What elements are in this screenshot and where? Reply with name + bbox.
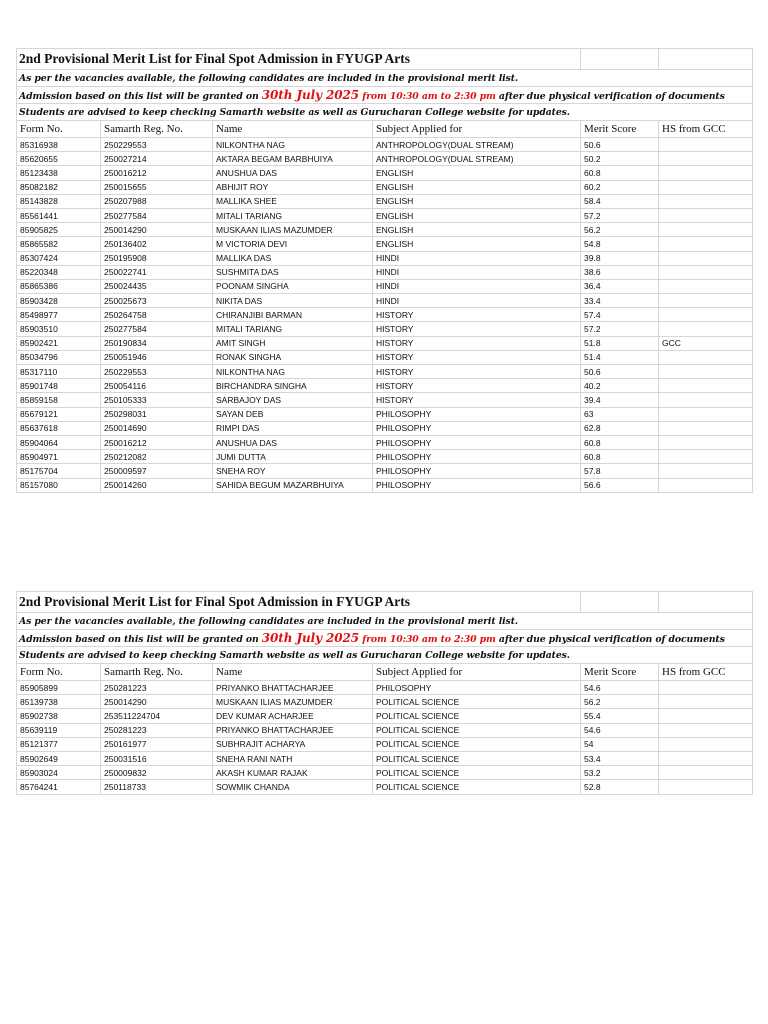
table-cell: NILKONTHA NAG xyxy=(213,138,373,152)
table-cell: 56.2 xyxy=(581,223,659,237)
table-cell: 250105333 xyxy=(101,393,213,407)
table-row xyxy=(17,152,753,166)
table-cell: 57.2 xyxy=(581,208,659,222)
table-row xyxy=(17,435,753,449)
table-cell: 85904971 xyxy=(17,450,101,464)
table-cell: 85903428 xyxy=(17,294,101,308)
column-header: Subject Applied for xyxy=(373,121,581,138)
table-cell: 250014290 xyxy=(101,223,213,237)
column-header: HS from GCC xyxy=(659,121,753,138)
table-cell xyxy=(659,166,753,180)
table-cell: POLITICAL SCIENCE xyxy=(373,780,581,794)
table-cell: PHILOSOPHY xyxy=(373,407,581,421)
table-cell: HISTORY xyxy=(373,365,581,379)
table-cell: 60.2 xyxy=(581,180,659,194)
table-cell: BIRCHANDRA SINGHA xyxy=(213,379,373,393)
table-cell xyxy=(659,435,753,449)
note-vacancies: As per the vacancies available, the following candidates are included in the provisional merit list. xyxy=(17,613,753,630)
table-cell xyxy=(659,279,753,293)
table-cell: 250190834 xyxy=(101,336,213,350)
table-row xyxy=(17,766,753,780)
table-cell: ENGLISH xyxy=(373,208,581,222)
table-cell xyxy=(659,265,753,279)
table-cell: 85498977 xyxy=(17,308,101,322)
table-cell: POLITICAL SCIENCE xyxy=(373,737,581,751)
table-row xyxy=(17,450,753,464)
table-cell: 250281223 xyxy=(101,723,213,737)
table-cell: 85902738 xyxy=(17,709,101,723)
table-cell: ANUSHUA DAS xyxy=(213,166,373,180)
table-cell: 250027214 xyxy=(101,152,213,166)
column-header: Name xyxy=(213,121,373,138)
table-cell: 85316938 xyxy=(17,138,101,152)
table-cell: HISTORY xyxy=(373,308,581,322)
table-cell: SAYAN DEB xyxy=(213,407,373,421)
table-cell: 85679121 xyxy=(17,407,101,421)
note-admission-schedule xyxy=(17,87,753,104)
table-cell: 250229553 xyxy=(101,365,213,379)
table-cell: RONAK SINGHA xyxy=(213,350,373,364)
table-cell: 250207988 xyxy=(101,194,213,208)
table-row xyxy=(17,251,753,265)
table-row xyxy=(17,237,753,251)
table-row xyxy=(17,751,753,765)
note-prefix: Admission based on this list will be granted on xyxy=(19,91,262,102)
table-cell: RIMPI DAS xyxy=(213,421,373,435)
table-cell: 60.8 xyxy=(581,435,659,449)
table-cell: SNEHA ROY xyxy=(213,464,373,478)
table-cell: M VICTORIA DEVI xyxy=(213,237,373,251)
list-title: 2nd Provisional Merit List for Final Spot Admission in FYUGP Arts xyxy=(17,49,581,70)
table-cell: 39.8 xyxy=(581,251,659,265)
table-cell: 85865386 xyxy=(17,279,101,293)
column-header: Samarth Reg. No. xyxy=(101,121,213,138)
table-cell xyxy=(659,723,753,737)
table-cell: 33.4 xyxy=(581,294,659,308)
table-cell: 250014690 xyxy=(101,421,213,435)
table-cell: POLITICAL SCIENCE xyxy=(373,709,581,723)
table-cell: 57.4 xyxy=(581,308,659,322)
table-cell: 63 xyxy=(581,407,659,421)
table-cell: 50.6 xyxy=(581,365,659,379)
table-cell xyxy=(659,478,753,492)
table-cell: 85143828 xyxy=(17,194,101,208)
table-cell: SOWMIK CHANDA xyxy=(213,780,373,794)
column-header: Form No. xyxy=(17,664,101,681)
table-row xyxy=(17,421,753,435)
table-cell: POLITICAL SCIENCE xyxy=(373,766,581,780)
table-cell: 85307424 xyxy=(17,251,101,265)
table-cell xyxy=(659,251,753,265)
admission-time: from 10:30 am to 2:30 pm xyxy=(359,634,496,645)
table-cell: 250022741 xyxy=(101,265,213,279)
table-cell: PRIYANKO BHATTACHARJEE xyxy=(213,681,373,695)
column-header: Name xyxy=(213,664,373,681)
merit-list-section-2 xyxy=(16,591,752,795)
table-row xyxy=(17,709,753,723)
table-cell: 56.6 xyxy=(581,478,659,492)
table-cell xyxy=(659,194,753,208)
note-updates: Students are advised to keep checking Samarth website as well as Gurucharan College website for updates. xyxy=(17,647,753,664)
table-cell: HISTORY xyxy=(373,393,581,407)
table-row xyxy=(17,166,753,180)
table-cell: MITALI TARIANG xyxy=(213,322,373,336)
table-row xyxy=(17,379,753,393)
table-cell: 85157080 xyxy=(17,478,101,492)
note-suffix: after due physical verification of documents xyxy=(495,634,725,645)
table-row xyxy=(17,194,753,208)
table-cell xyxy=(659,294,753,308)
table-cell: ENGLISH xyxy=(373,237,581,251)
table-cell: SARBAJOY DAS xyxy=(213,393,373,407)
table-cell: MUSKAAN ILIAS MAZUMDER xyxy=(213,695,373,709)
table-cell: 250015655 xyxy=(101,180,213,194)
table-cell: ENGLISH xyxy=(373,180,581,194)
table-cell: 85123438 xyxy=(17,166,101,180)
table-cell: HINDI xyxy=(373,279,581,293)
table-cell: PHILOSOPHY xyxy=(373,681,581,695)
table-cell: AMIT SINGH xyxy=(213,336,373,350)
table-cell: 250016212 xyxy=(101,166,213,180)
table-cell: DEV KUMAR ACHARJEE xyxy=(213,709,373,723)
table-cell: POLITICAL SCIENCE xyxy=(373,723,581,737)
table-cell: 85637618 xyxy=(17,421,101,435)
table-cell: 85220348 xyxy=(17,265,101,279)
table-row xyxy=(17,681,753,695)
note-updates: Students are advised to keep checking Samarth website as well as Gurucharan College website for updates. xyxy=(17,104,753,121)
table-cell: PHILOSOPHY xyxy=(373,435,581,449)
table-cell: ENGLISH xyxy=(373,223,581,237)
table-cell: 36.4 xyxy=(581,279,659,293)
table-cell: 40.2 xyxy=(581,379,659,393)
table-cell: PHILOSOPHY xyxy=(373,421,581,435)
table-cell: 85865582 xyxy=(17,237,101,251)
table-cell: 250025673 xyxy=(101,294,213,308)
table-cell xyxy=(659,407,753,421)
table-cell xyxy=(659,237,753,251)
table-cell: 54.6 xyxy=(581,681,659,695)
table-cell: POONAM SINGHA xyxy=(213,279,373,293)
table-cell: 85082182 xyxy=(17,180,101,194)
table-cell: 50.6 xyxy=(581,138,659,152)
table-cell: 250277584 xyxy=(101,322,213,336)
column-header: Form No. xyxy=(17,121,101,138)
table-cell xyxy=(659,681,753,695)
table-row xyxy=(17,336,753,350)
table-cell: 85901748 xyxy=(17,379,101,393)
table-cell xyxy=(659,208,753,222)
table-cell: PHILOSOPHY xyxy=(373,478,581,492)
table-cell: 57.8 xyxy=(581,464,659,478)
table-cell: NILKONTHA NAG xyxy=(213,365,373,379)
table-cell: 250016212 xyxy=(101,435,213,449)
table-cell xyxy=(659,421,753,435)
table-row xyxy=(17,723,753,737)
table-cell: 54 xyxy=(581,737,659,751)
table-row xyxy=(17,365,753,379)
merit-list-section-1 xyxy=(16,48,752,493)
table-cell xyxy=(659,737,753,751)
table-cell: AKASH KUMAR RAJAK xyxy=(213,766,373,780)
table-cell: 250212082 xyxy=(101,450,213,464)
column-header: Samarth Reg. No. xyxy=(101,664,213,681)
table-cell: HINDI xyxy=(373,265,581,279)
table-cell: 85903510 xyxy=(17,322,101,336)
table-cell: 85139738 xyxy=(17,695,101,709)
table-cell: 85561441 xyxy=(17,208,101,222)
admission-time: from 10:30 am to 2:30 pm xyxy=(359,91,496,102)
table-cell: PRIYANKO BHATTACHARJEE xyxy=(213,723,373,737)
table-cell xyxy=(659,365,753,379)
table-cell: 60.8 xyxy=(581,450,659,464)
note-vacancies: As per the vacancies available, the following candidates are included in the provisional merit list. xyxy=(17,70,753,87)
merit-table xyxy=(16,591,753,795)
table-cell xyxy=(659,695,753,709)
table-cell xyxy=(659,308,753,322)
table-cell: 54.8 xyxy=(581,237,659,251)
table-cell: 250195908 xyxy=(101,251,213,265)
table-cell: ANUSHUA DAS xyxy=(213,435,373,449)
table-cell: GCC xyxy=(659,336,753,350)
table-cell: ABHIJIT ROY xyxy=(213,180,373,194)
table-cell xyxy=(659,223,753,237)
table-cell: 250298031 xyxy=(101,407,213,421)
note-admission-schedule xyxy=(17,630,753,647)
table-row xyxy=(17,737,753,751)
table-cell: SNEHA RANI NATH xyxy=(213,751,373,765)
table-cell: 253511224704 xyxy=(101,709,213,723)
table-cell xyxy=(659,138,753,152)
table-cell: MALLIKA SHEE xyxy=(213,194,373,208)
table-row xyxy=(17,464,753,478)
note-prefix: Admission based on this list will be granted on xyxy=(19,634,262,645)
table-row xyxy=(17,780,753,794)
table-cell: HISTORY xyxy=(373,322,581,336)
table-cell: SUBHRAJIT ACHARYA xyxy=(213,737,373,751)
table-cell: 250118733 xyxy=(101,780,213,794)
table-cell: CHIRANJIBI BARMAN xyxy=(213,308,373,322)
table-cell: 250229553 xyxy=(101,138,213,152)
table-cell: 85620655 xyxy=(17,152,101,166)
table-cell: HINDI xyxy=(373,294,581,308)
table-row xyxy=(17,393,753,407)
table-cell: 250014260 xyxy=(101,478,213,492)
table-cell xyxy=(659,780,753,794)
table-cell: HISTORY xyxy=(373,350,581,364)
table-cell: 57.2 xyxy=(581,322,659,336)
table-cell: 51.4 xyxy=(581,350,659,364)
note-suffix: after due physical verification of documents xyxy=(495,91,725,102)
table-cell: 51.8 xyxy=(581,336,659,350)
table-cell: 85902649 xyxy=(17,751,101,765)
table-cell: 62.8 xyxy=(581,421,659,435)
table-cell: MITALI TARIANG xyxy=(213,208,373,222)
table-cell: NIKITA DAS xyxy=(213,294,373,308)
table-row xyxy=(17,322,753,336)
table-cell xyxy=(659,766,753,780)
column-header: HS from GCC xyxy=(659,664,753,681)
table-row xyxy=(17,294,753,308)
table-cell xyxy=(659,450,753,464)
admission-date: 30th July 2025 xyxy=(261,631,360,645)
table-cell xyxy=(659,180,753,194)
table-cell: 39.4 xyxy=(581,393,659,407)
table-cell: SUSHMITA DAS xyxy=(213,265,373,279)
table-cell: 250054116 xyxy=(101,379,213,393)
table-row xyxy=(17,208,753,222)
table-cell: SAHIDA BEGUM MAZARBHUIYA xyxy=(213,478,373,492)
table-cell: POLITICAL SCIENCE xyxy=(373,695,581,709)
table-cell: 250277584 xyxy=(101,208,213,222)
table-cell: 85902421 xyxy=(17,336,101,350)
table-cell: 54.6 xyxy=(581,723,659,737)
table-cell: ENGLISH xyxy=(373,194,581,208)
table-cell xyxy=(659,464,753,478)
table-cell: 85905825 xyxy=(17,223,101,237)
table-cell: 250051946 xyxy=(101,350,213,364)
table-cell: HISTORY xyxy=(373,379,581,393)
merit-table xyxy=(16,48,753,493)
table-cell xyxy=(659,709,753,723)
table-cell: MALLIKA DAS xyxy=(213,251,373,265)
table-row xyxy=(17,223,753,237)
table-cell xyxy=(659,350,753,364)
table-cell xyxy=(659,393,753,407)
table-cell: 250009832 xyxy=(101,766,213,780)
table-cell: 85121377 xyxy=(17,737,101,751)
table-cell: 85639119 xyxy=(17,723,101,737)
table-cell: 250281223 xyxy=(101,681,213,695)
table-cell: ENGLISH xyxy=(373,166,581,180)
table-cell: 50.2 xyxy=(581,152,659,166)
table-cell: 250136402 xyxy=(101,237,213,251)
table-cell: 55.4 xyxy=(581,709,659,723)
table-cell: JUMI DUTTA xyxy=(213,450,373,464)
table-cell: 38.6 xyxy=(581,265,659,279)
table-cell: ANTHROPOLOGY(DUAL STREAM) xyxy=(373,138,581,152)
table-cell: ANTHROPOLOGY(DUAL STREAM) xyxy=(373,152,581,166)
table-cell: POLITICAL SCIENCE xyxy=(373,751,581,765)
table-cell: AKTARA BEGAM BARBHUIYA xyxy=(213,152,373,166)
table-cell: 85764241 xyxy=(17,780,101,794)
table-row xyxy=(17,180,753,194)
table-cell xyxy=(659,152,753,166)
column-header: Merit Score xyxy=(581,121,659,138)
table-cell: 53.4 xyxy=(581,751,659,765)
table-row xyxy=(17,138,753,152)
table-cell: 85903024 xyxy=(17,766,101,780)
table-cell: 56.2 xyxy=(581,695,659,709)
admission-date: 30th July 2025 xyxy=(261,88,360,102)
table-cell: 250161977 xyxy=(101,737,213,751)
table-row xyxy=(17,478,753,492)
table-cell: 53.2 xyxy=(581,766,659,780)
table-row xyxy=(17,350,753,364)
table-cell: 250014290 xyxy=(101,695,213,709)
table-row xyxy=(17,308,753,322)
table-cell: HINDI xyxy=(373,251,581,265)
list-title: 2nd Provisional Merit List for Final Spot Admission in FYUGP Arts xyxy=(17,592,581,613)
table-cell: 85905899 xyxy=(17,681,101,695)
table-cell: 85904064 xyxy=(17,435,101,449)
table-cell: 85317110 xyxy=(17,365,101,379)
table-row xyxy=(17,279,753,293)
table-cell: 250024435 xyxy=(101,279,213,293)
table-cell: 250031516 xyxy=(101,751,213,765)
table-cell: 250264758 xyxy=(101,308,213,322)
table-cell: PHILOSOPHY xyxy=(373,450,581,464)
table-cell: 85034796 xyxy=(17,350,101,364)
table-cell xyxy=(659,751,753,765)
table-cell: 250009597 xyxy=(101,464,213,478)
column-header: Subject Applied for xyxy=(373,664,581,681)
table-cell: 60.8 xyxy=(581,166,659,180)
table-cell: PHILOSOPHY xyxy=(373,464,581,478)
table-cell: 85859158 xyxy=(17,393,101,407)
table-cell: 52.8 xyxy=(581,780,659,794)
table-cell xyxy=(659,322,753,336)
table-cell: 85175704 xyxy=(17,464,101,478)
table-row xyxy=(17,265,753,279)
table-row xyxy=(17,695,753,709)
table-cell: MUSKAAN ILIAS MAZUMDER xyxy=(213,223,373,237)
column-header: Merit Score xyxy=(581,664,659,681)
table-cell: HISTORY xyxy=(373,336,581,350)
table-cell xyxy=(659,379,753,393)
table-cell: 58.4 xyxy=(581,194,659,208)
table-row xyxy=(17,407,753,421)
